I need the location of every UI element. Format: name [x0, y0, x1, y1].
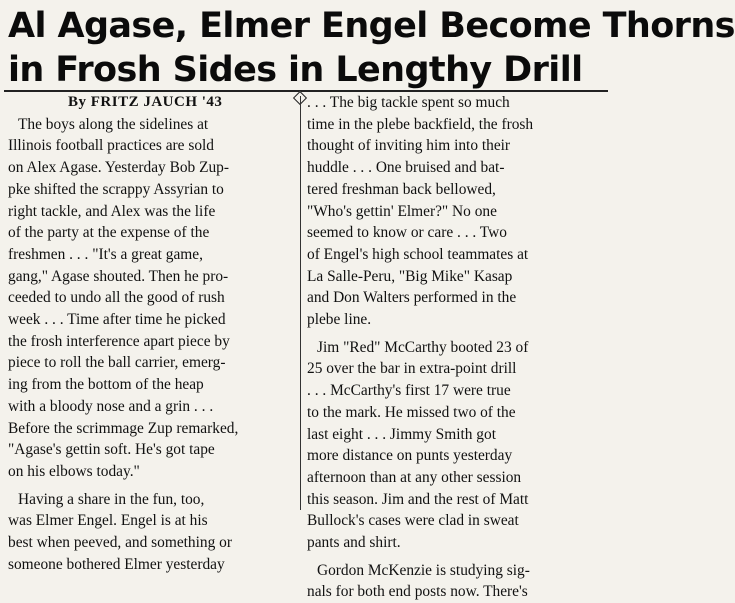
text-line: best when peeved, and something or: [8, 534, 232, 552]
text-line: huddle . . . One bruised and bat-: [307, 159, 505, 177]
text-line: The boys along the sidelines at: [18, 115, 209, 133]
text-line: ing from the bottom of the heap: [8, 376, 204, 394]
text-line: La Salle-Peru, "Big Mike" Kasap: [307, 267, 513, 285]
text-line: Before the scrimmage Zup remarked,: [8, 419, 239, 437]
text-line: to the mark. He missed two of the: [307, 403, 516, 421]
text-line: the frosh interference apart piece by: [8, 332, 230, 350]
text-line: last eight . . . Jimmy Smith got: [307, 425, 496, 443]
text-line: gang," Agase shouted. Then he pro-: [8, 267, 229, 285]
text-line: pke shifted the scrappy Assyrian to: [8, 180, 224, 198]
text-line: week . . . Time after time he picked: [8, 311, 226, 329]
article-paragraph: [307, 560, 609, 603]
text-line: someone bothered Elmer yesterday: [8, 555, 225, 573]
text-line: 25 over the bar in extra-point drill: [307, 360, 517, 378]
article-paragraph: [8, 489, 292, 576]
headline: [8, 4, 735, 92]
text-line: with a bloody nose and a grin . . .: [8, 397, 214, 415]
text-line: pants and shirt.: [307, 534, 401, 552]
text-line: freshmen . . . "It's a great game,: [8, 245, 203, 263]
text-line: Illinois football practices are sold: [8, 137, 215, 155]
text-line: this season. Jim and the rest of Matt: [307, 490, 529, 508]
left-column: [8, 92, 292, 575]
text-line: plebe line.: [307, 311, 372, 329]
text-line: Gordon McKenzie is studying sig-: [317, 561, 530, 579]
text-line: of Engel's high school teammates at: [307, 245, 529, 263]
text-line: . . . McCarthy's first 17 were true: [307, 382, 511, 400]
text-line: Jim "Red" McCarthy booted 23 of: [317, 338, 529, 356]
text-line: and Don Walters performed in the: [307, 289, 517, 307]
text-line: time in the plebe backfield, the frosh: [307, 115, 534, 133]
article-paragraph: [307, 92, 609, 331]
text-line: tered freshman back bellowed,: [307, 180, 496, 198]
text-line: "Who's gettin' Elmer?" No one: [307, 202, 497, 220]
text-line: nals for both end posts now. There's: [307, 583, 528, 601]
text-line: afternoon than at any other session: [307, 468, 522, 486]
byline: By FRITZ JAUCH '43: [68, 94, 223, 110]
text-line: on his elbows today.": [8, 462, 140, 480]
headline-line-1: Al Agase, Elmer Engel Become Thorns: [8, 6, 735, 46]
text-line: of the party at the expense of the: [8, 224, 210, 242]
text-line: on Alex Agase. Yesterday Bob Zup-: [8, 159, 230, 177]
text-line: ceeded to undo all the good of rush: [8, 289, 225, 307]
text-line: thought of inviting him into their: [307, 137, 511, 155]
article-paragraph: [8, 114, 292, 483]
text-line: seemed to know or care . . . Two: [307, 224, 507, 242]
text-line: Bullock's cases were clad in sweat: [307, 512, 519, 530]
right-column: [307, 92, 609, 603]
text-line: was Elmer Engel. Engel is at his: [8, 512, 208, 530]
text-line: Having a share in the fun, too,: [18, 490, 205, 508]
text-line: piece to roll the ball carrier, emerg-: [8, 354, 226, 372]
text-line: "Agase's gettin soft. He's got tape: [8, 441, 215, 459]
text-line: more distance on punts yesterday: [307, 447, 513, 465]
text-line: . . . The big tackle spent so much: [307, 94, 510, 111]
text-line: right tackle, and Alex was the life: [8, 202, 216, 220]
article-paragraph: [307, 337, 609, 554]
headline-line-2: in Frosh Sides in Lengthy Drill: [8, 50, 583, 90]
column-divider: [300, 96, 301, 510]
